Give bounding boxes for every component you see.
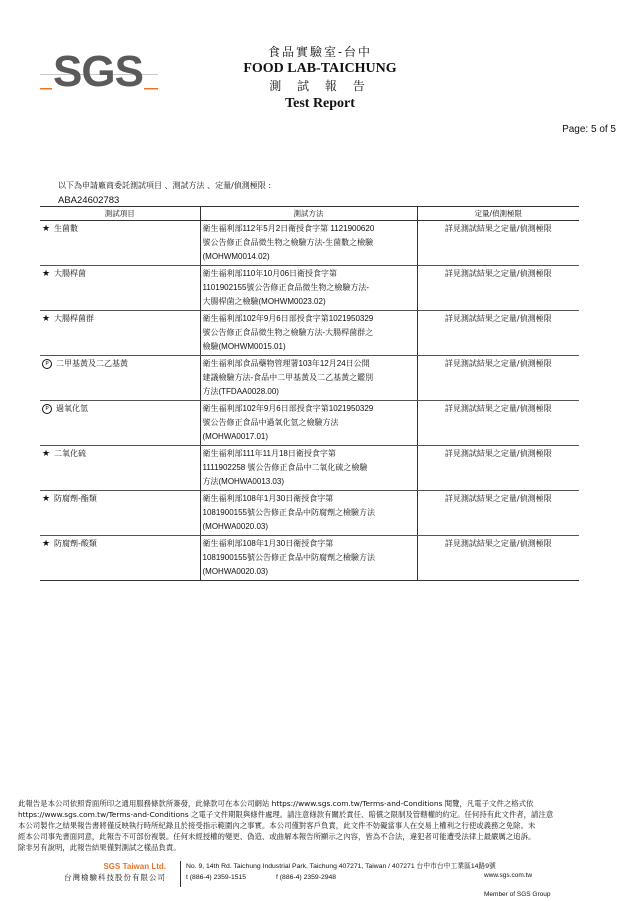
limit-cell: 詳見測試結果之定量/偵測極限 [417,266,579,311]
limit-cell: 詳見測試結果之定量/偵測極限 [417,221,579,266]
limit-cell: 詳見測試結果之定量/偵測極限 [417,536,579,581]
col-header-item: 測試項目 [40,207,200,221]
test-method-cell [200,491,417,536]
method-line: 衛生福利部102年9月6日部授食字第1021950329 [202,404,374,413]
method-line: 1111902258 號公告修正食品中二氧化硫之檢驗 [202,463,368,472]
star-icon: ★ [42,449,51,459]
method-line: 衛生福利部102年9月6日部授食字第1021950329 [202,314,374,323]
table-row [40,536,579,581]
report-title-en: Test Report [285,96,355,111]
method-line: (MOHWA0020.03) [202,522,268,531]
test-methods-table [40,206,579,581]
test-item-cell [40,311,200,356]
test-item-name: 大腸桿菌群 [54,314,94,323]
report-title-zh: 測 試 報 告 [269,79,371,93]
company-address [186,861,496,883]
test-item-name: 防腐劑-酯類 [54,494,97,503]
test-method-cell [200,401,417,446]
table-row [40,311,579,356]
method-line: 建議檢驗方法-食品中二甲基黃及二乙基黃之鑑別 [202,373,374,382]
company-name-en: SGS Taiwan Ltd. [103,862,166,871]
col-header-limit: 定量/偵測極限 [417,207,579,221]
method-line: 衛生福利部110年10月06日衛授食字第 [202,269,338,278]
disclaimer-text: 此報告是本公司依照背面所印之通用服務條款所簽發，此條款可在本公司網站 [18,799,272,808]
test-item-cell [40,221,200,266]
test-method-cell [200,356,417,401]
table-row [40,401,579,446]
disclaimer-line-1 [18,798,618,809]
test-method-cell [200,221,417,266]
method-line: 1081900155號公告修正食品中防腐劑之檢驗方法 [202,553,375,562]
limit-cell: 詳見測試結果之定量/偵測極限 [417,446,579,491]
terms-disclaimer [18,798,618,853]
method-line: 衛生福利部108年1月30日衛授食字第 [202,494,334,503]
method-line: 號公告修正食品微生物之檢驗方法-大腸桿菌群之 [202,328,374,337]
lab-name-en: FOOD LAB-TAICHUNG [243,61,397,76]
fax: f (886-4) 2359-2948 [276,874,337,881]
svg-text:SGS: SGS [53,47,143,96]
report-number: ABA24602783 [58,195,120,206]
limit-cell: 詳見測試結果之定量/偵測極限 [417,311,579,356]
test-item-cell [40,446,200,491]
method-line: (MOHWM0014.02) [202,252,270,261]
star-icon: ★ [42,269,51,279]
method-line: 號公告修正食品微生物之檢驗方法-生菌數之檢驗 [202,238,374,247]
member-of-sgs-group: Member of SGS Group [484,891,551,898]
address-line: No. 9, 14th Rd. Taichung Industrial Park, Taichung 407271, Taiwan / 407271 台中市台中工業區14路9號 [186,863,496,870]
method-line: 衛生福利部111年11月18日衛授食字第 [202,449,336,458]
method-line: 衛生福利部108年1月30日衛授食字第 [202,539,334,548]
intro-text: 以下為申請廠商委託測試項目 、測試方法 、定量/偵測極限 : [58,181,272,190]
test-method-cell [200,536,417,581]
test-method-cell [200,311,417,356]
method-line: (MOHWA0017.01) [202,432,268,441]
disclaimer-text: 閱覽，凡電子文件之格式依 [442,799,534,808]
footer-divider [180,861,181,887]
method-line: (MOHWA0020.03) [202,567,268,576]
test-item-name: 生菌數 [54,224,78,233]
method-line: 1101902155號公告修正食品微生物之檢驗方法- [202,283,370,292]
col-header-method: 測試方法 [200,207,417,221]
test-method-cell [200,266,417,311]
test-item-cell [40,491,200,536]
table-row [40,356,579,401]
table-row [40,446,579,491]
disclaimer-line-5: 除非另有說明，此報告結果僅對測試之樣品負責。 [18,843,181,852]
star-icon: ★ [42,539,51,549]
telephone: t (886-4) 2359-1515 [186,874,247,881]
method-line: 衛生福利部食品藥物管理署103年12月24日公開 [202,359,370,368]
table-row [40,491,579,536]
disclaimer-line-3: 本公司製作之結果報告書將僅反映執行時所紀錄且於接受指示範圍內之事實。本公司僅對客戶負責，此文件不妨礙當事人在交易上權利之行使或義務之免除。未 [18,821,536,830]
terms-link[interactable]: https://www.sgs.com.tw/Terms-and-Conditions [18,810,189,819]
test-item-name: 過氧化氫 [56,404,88,413]
method-line: 方法(MOHWA0013.03) [202,477,284,486]
star-icon: ★ [42,314,51,324]
method-line: 衛生福利部112年5月2日衛授食字第 1121900620 [202,224,375,233]
test-item-cell [40,536,200,581]
circled-p-icon: P [42,359,52,369]
test-item-name: 二氧化硫 [54,449,86,458]
test-item-name: 大腸桿菌 [54,269,86,278]
table-row [40,266,579,311]
test-item-cell [40,266,200,311]
method-line: 1081900155號公告修正食品中防腐劑之檢驗方法 [202,508,375,517]
method-line: 大腸桿菌之檢驗(MOHWM0023.02) [202,297,326,306]
star-icon: ★ [42,494,51,504]
company-name [48,861,166,883]
test-item-cell [40,401,200,446]
limit-cell: 詳見測試結果之定量/偵測極限 [417,356,579,401]
sgs-logo [40,44,158,96]
star-icon: ★ [42,224,51,234]
limit-cell: 詳見測試結果之定量/偵測極限 [417,401,579,446]
report-header [200,44,440,114]
limit-cell: 詳見測試結果之定量/偵測極限 [417,491,579,536]
table-row [40,221,579,266]
method-line: 方法(TFDAA0028.00) [202,387,279,396]
circled-p-icon: P [42,404,52,414]
method-line: 號公告修正食品中過氧化氫之檢驗方法 [202,418,339,427]
test-item-cell [40,356,200,401]
page-number: Page: 5 of 5 [562,124,616,135]
disclaimer-line-2 [18,809,618,820]
lab-name-zh: 食品實驗室-台中 [267,45,373,59]
test-method-cell [200,446,417,491]
method-line: 檢驗(MOHWM0015.01) [202,342,286,351]
test-item-name: 二甲基黃及二乙基黃 [56,359,128,368]
table-header-row [40,207,579,221]
disclaimer-text: 之電子文件期限與條件處理。請注意條款有關於責任、賠償之限制及管轄權的約定。任何持有此文件者，請注意 [188,810,554,819]
company-name-zh: 台灣檢驗科技股份有限公司 [64,873,166,882]
disclaimer-line-4: 經本公司事先書面同意，此報告不可部份複製。任何未經授權的變更、偽造、或曲解本報告所顯示之內容，皆為不合法，違犯者可能遭受法律上最嚴厲之追訴。 [18,832,536,841]
terms-link[interactable]: https://www.sgs.com.tw/Terms-and-Conditions [271,799,443,808]
website[interactable]: www.sgs.com.tw [484,872,533,879]
test-item-name: 防腐劑-酸類 [54,539,97,548]
